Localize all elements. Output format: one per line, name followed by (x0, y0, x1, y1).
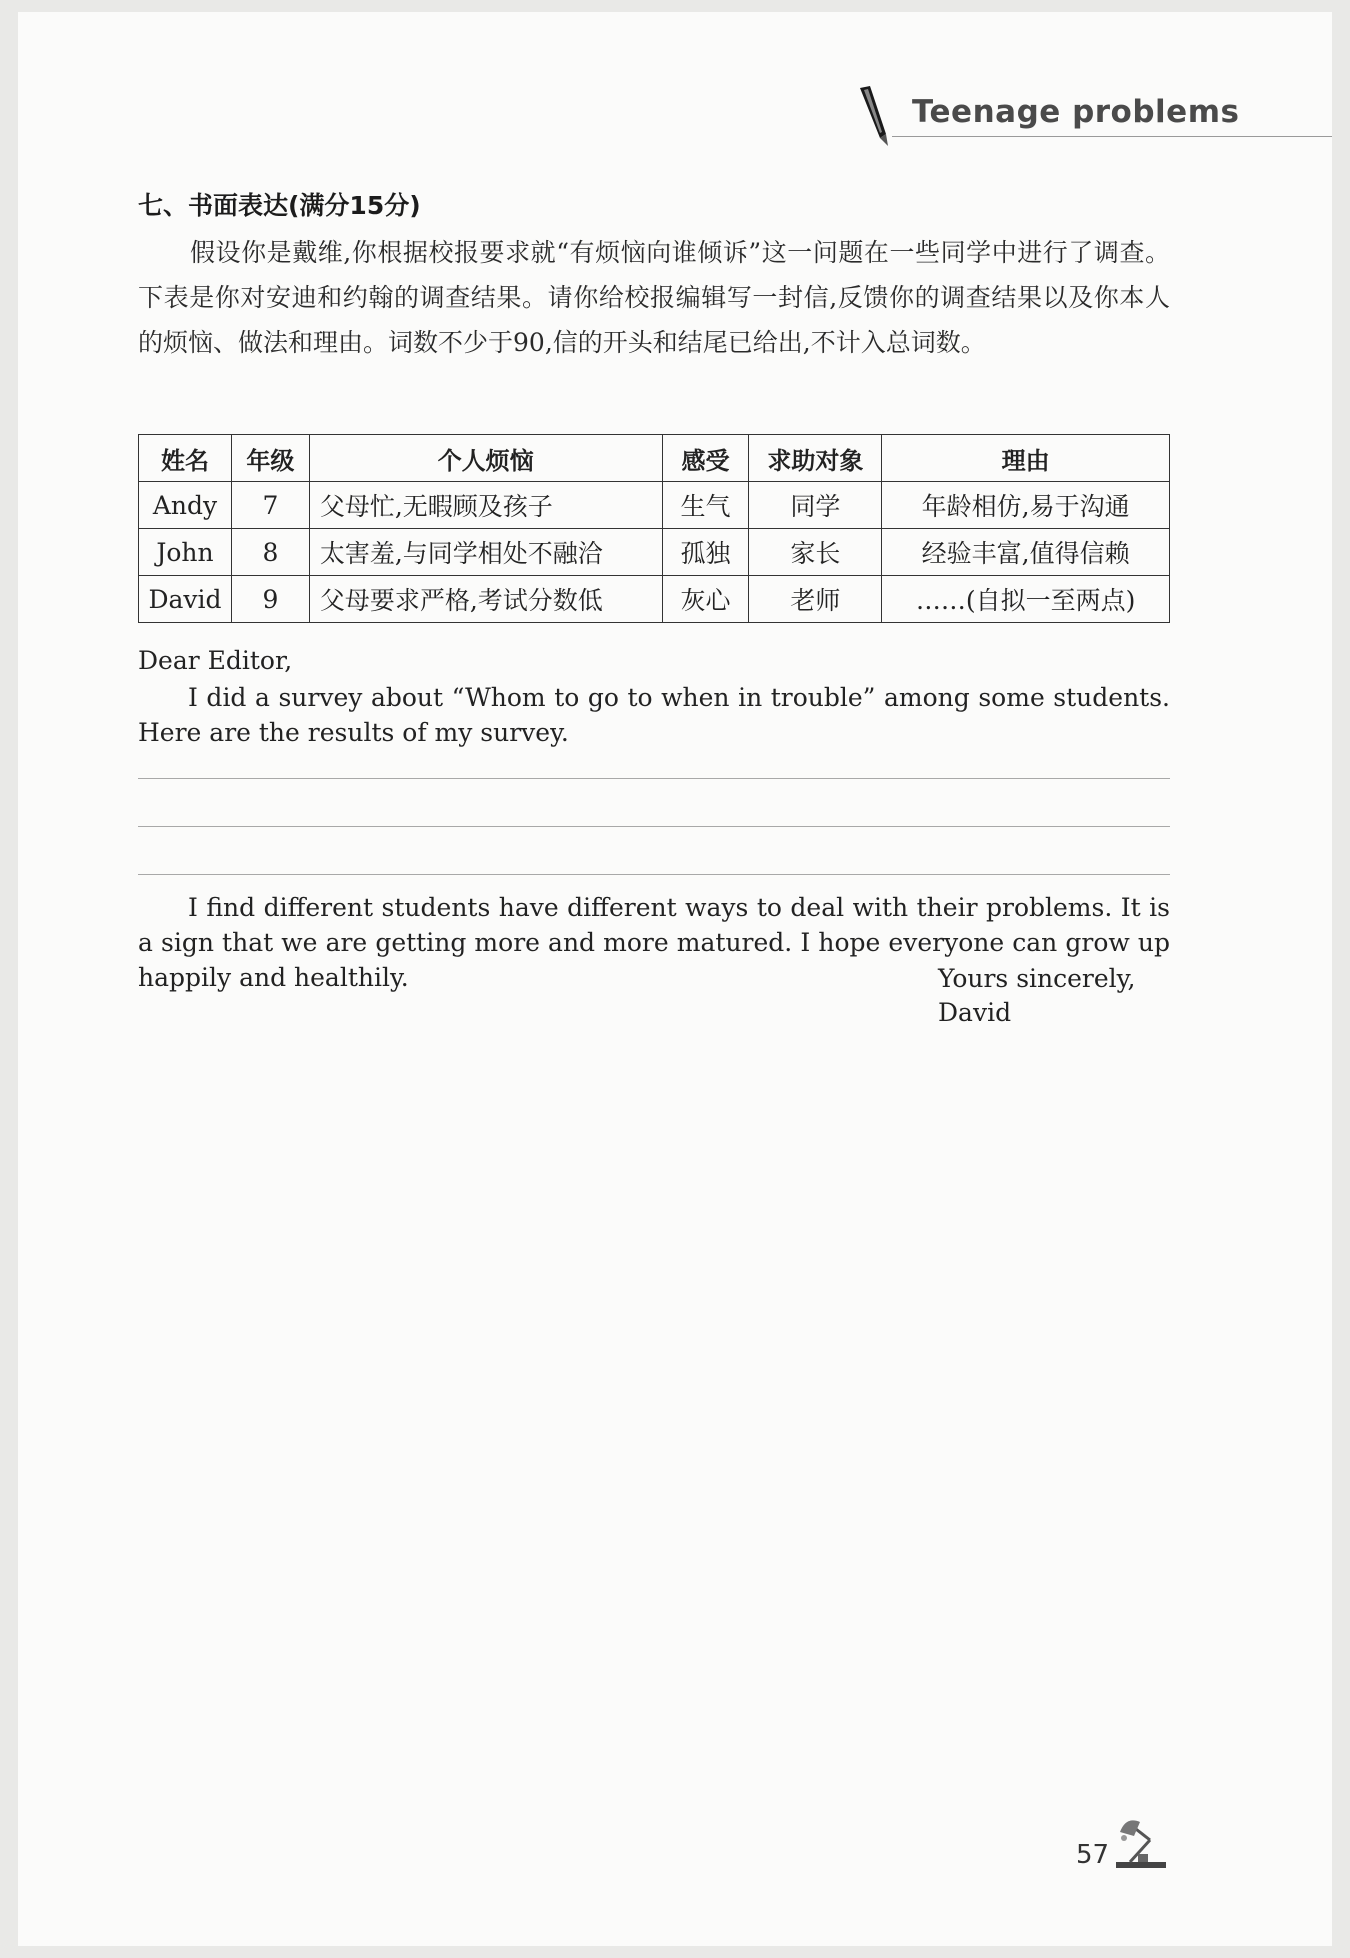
letter-ending: I find different students have different ways to deal with their problems. It is a sign that we are getting more and more matured. I hope everyone can grow up happily and healthily. (138, 893, 1170, 992)
table-cell: 太害羞,与同学相处不融洽 (309, 529, 662, 576)
table-header-cell: 理由 (882, 435, 1170, 482)
table-cell: 父母要求严格,考试分数低 (309, 576, 662, 623)
desk-lamp-icon (1110, 1812, 1170, 1872)
table-cell: 家长 (749, 529, 882, 576)
table-cell: ……(自拟一至两点) (882, 576, 1170, 623)
table-header-cell: 年级 (231, 435, 309, 482)
table-header-cell: 个人烦恼 (309, 435, 662, 482)
table-cell: 经验丰富,值得信赖 (882, 529, 1170, 576)
header-title: Teenage problems (912, 94, 1240, 130)
page-number: 57 (1076, 1840, 1110, 1870)
table-cell: 灰心 (662, 576, 749, 623)
table-cell: Andy (139, 482, 232, 529)
letter-opening: I did a survey about “Whom to go to when in trouble” among some students. Here are the results of my survey. (138, 683, 1170, 747)
writing-line (138, 874, 1170, 875)
table-cell: 年龄相仿,易于沟通 (882, 482, 1170, 529)
section-heading: 七、书面表达(满分15分) (138, 191, 421, 220)
table-row (139, 529, 1170, 576)
table-header-cell: 求助对象 (749, 435, 882, 482)
letter-closing: Yours sincerely, (938, 964, 1136, 993)
table-cell: 同学 (749, 482, 882, 529)
page-header (852, 84, 1332, 144)
table-cell: 7 (231, 482, 309, 529)
table-header-cell: 姓名 (139, 435, 232, 482)
writing-line (138, 826, 1170, 827)
pen-icon (852, 84, 896, 150)
letter-greeting: Dear Editor, (138, 646, 293, 675)
table-cell: 8 (231, 529, 309, 576)
table-cell: David (139, 576, 232, 623)
table-header-cell: 感受 (662, 435, 749, 482)
writing-line (138, 778, 1170, 779)
table-row (139, 482, 1170, 529)
table-cell: 9 (231, 576, 309, 623)
table-cell: 孤独 (662, 529, 749, 576)
table-cell: 老师 (749, 576, 882, 623)
header-rule (892, 136, 1332, 137)
table-header-row (139, 435, 1170, 482)
table-cell: 生气 (662, 482, 749, 529)
survey-table (138, 434, 1170, 623)
table-row (139, 576, 1170, 623)
table-cell: 父母忙,无暇顾及孩子 (309, 482, 662, 529)
letter-signature: David (938, 998, 1012, 1027)
instructions: 假设你是戴维,你根据校报要求就“有烦恼向谁倾诉”这一问题在一些同学中进行了调查。下表是你对安迪和约翰的调查结果。请你给校报编辑写一封信,反馈你的调查结果以及你本人的烦恼、做法和理由。词数不少于90,信的开头和结尾已给出,不计入总词数。 (138, 238, 1170, 357)
table-cell: John (139, 529, 232, 576)
